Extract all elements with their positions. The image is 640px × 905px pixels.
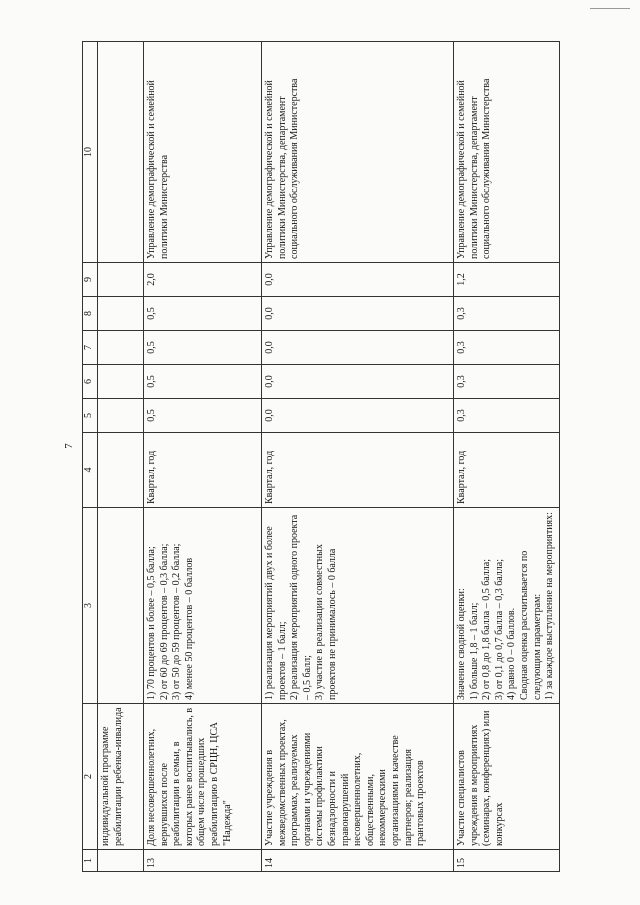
header-cell: 10 xyxy=(83,42,98,263)
criteria-cell xyxy=(144,508,262,704)
table-row xyxy=(454,42,560,872)
header-cell: 6 xyxy=(83,365,98,399)
row-number: 14 xyxy=(262,850,454,872)
table-cell xyxy=(98,399,144,433)
table-row xyxy=(144,42,262,872)
indicator-text: Участие учреждения в межведомственных проектах, программах, реализуемых органами и учреждениями системы профилактики безнадзорности и правонарушений несовершеннолетних, общественными, некоммерческими организациями в качестве партнеров; реализация грантовых проектов xyxy=(264,719,427,846)
header-cell: 4 xyxy=(83,433,98,508)
indicator-text: Участие специалистов учреждения в мероприятиях (семинарах, конференциях) или конкурсах xyxy=(456,710,505,846)
criteria-cell xyxy=(454,508,560,704)
indicator-cell xyxy=(262,704,454,850)
row-number: 13 xyxy=(144,850,262,872)
table-cell xyxy=(98,42,144,263)
indicators-table xyxy=(82,41,560,872)
value-cell: 0,3 xyxy=(454,365,560,399)
criteria-line: 3) от 0,1 до 0,7 балла – 0,3 балла; xyxy=(493,558,505,700)
responsible-cell: Управление демографической и семейной политики Министерства, департамент социального обслуживания Министерства xyxy=(262,42,454,263)
value-cell: 0,0 xyxy=(262,399,454,433)
criteria-line: 3) от 50 до 59 процентов – 0,2 балла; xyxy=(171,543,183,700)
criteria-line: 2) реализация мероприятий одного проекта – 0,5 балл; xyxy=(289,514,313,700)
table-cell xyxy=(98,365,144,399)
responsible-cell: Управление демографической и семейной политики Министерства, департамент социального обслуживания Министерства xyxy=(454,42,560,263)
value-cell: 0,5 xyxy=(144,365,262,399)
criteria-line: 2) от 60 до 69 процентов – 0,3 балла; xyxy=(158,543,170,700)
criteria-line: 4) равно 0 – 0 баллов. xyxy=(506,607,518,700)
value-cell: 1,2 xyxy=(454,263,560,297)
criteria-line: 1) 70 процентов и более – 0,5 балла; xyxy=(146,546,157,700)
indicator-text: индивидуальной программе реабилитации ребенка-инвалида xyxy=(100,707,124,846)
rotated-table-container xyxy=(82,42,556,872)
value-cell: 0,5 xyxy=(144,297,262,331)
indicator-text: Доля несовершеннолетних, вернувшихся после реабилитации в семьи, в которых ранее воспитывались, в общем числе прошедших реабилитацию в СРЦН, ЦСА "Надежда" xyxy=(146,707,233,846)
criteria-cell xyxy=(262,508,454,704)
scan-artifact xyxy=(590,8,630,9)
value-cell: 0,5 xyxy=(144,331,262,365)
criteria-line: 4) менее 50 процентов – 0 баллов xyxy=(183,557,195,700)
continuation-row xyxy=(98,42,144,872)
table-cell xyxy=(98,704,144,850)
value-cell: 2,0 xyxy=(144,263,262,297)
value-cell: 0,0 xyxy=(262,331,454,365)
responsible-cell: Управление демографической и семейной политики Министерства xyxy=(144,42,262,263)
value-cell: 0,0 xyxy=(262,365,454,399)
table-cell xyxy=(98,850,144,872)
header-cell: 8 xyxy=(83,297,98,331)
header-cell: 7 xyxy=(83,331,98,365)
value-cell: 0,3 xyxy=(454,399,560,433)
criteria-line: 1) больше 1,8 – 1 балл; xyxy=(468,602,480,700)
header-cell: 2 xyxy=(83,704,98,850)
value-cell: 0,5 xyxy=(144,399,262,433)
criteria-line: 1) реализация мероприятий двух и более проектов – 1 балл; xyxy=(264,526,288,700)
header-cell: 9 xyxy=(83,263,98,297)
header-row xyxy=(83,42,98,872)
criteria-line: Значение сводной оценки: xyxy=(456,588,467,700)
value-cell: 0,3 xyxy=(454,331,560,365)
criteria-line: Сводная оценка рассчитывается по следующим параметрам: xyxy=(518,550,543,700)
indicator-cell xyxy=(144,704,262,850)
header-cell: 1 xyxy=(83,850,98,872)
period-cell: Квартал, год xyxy=(144,433,262,508)
criteria-line: 2) от 0,8 до 1,8 балла – 0,5 балла; xyxy=(481,558,493,700)
table-cell xyxy=(98,331,144,365)
page-number: 7 xyxy=(62,443,75,449)
table-cell xyxy=(98,508,144,704)
header-cell: 5 xyxy=(83,399,98,433)
period-cell: Квартал, год xyxy=(454,433,560,508)
criteria-line: 3) участие в реализации совместных проектов не принималось – 0 балла xyxy=(314,544,338,700)
header-cell: 3 xyxy=(83,508,98,704)
row-number: 15 xyxy=(454,850,560,872)
period-cell: Квартал, год xyxy=(262,433,454,508)
table-cell xyxy=(98,433,144,508)
criteria-line: 1) за каждое выступление на мероприятиях: xyxy=(544,512,556,700)
indicator-cell xyxy=(454,704,560,850)
value-cell: 0,0 xyxy=(262,297,454,331)
table-row xyxy=(262,42,454,872)
value-cell: 0,0 xyxy=(262,263,454,297)
table-cell xyxy=(98,297,144,331)
value-cell: 0,3 xyxy=(454,297,560,331)
table-cell xyxy=(98,263,144,297)
